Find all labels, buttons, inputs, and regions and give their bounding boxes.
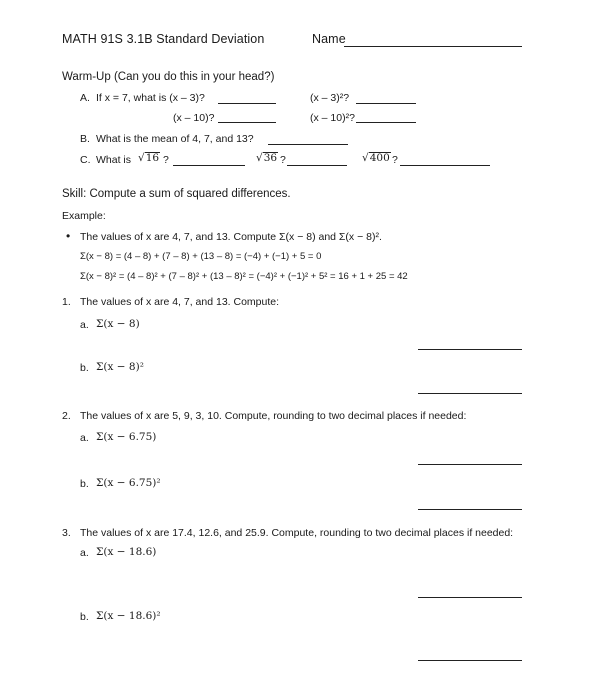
sqrt-400-radicand: 400 <box>369 152 390 164</box>
warmup-heading: Warm-Up (Can you do this in your head?) <box>62 71 275 83</box>
warmup-b-text: What is the mean of 4, 7, and 13? <box>96 133 254 145</box>
sqrt-16: √16 <box>138 152 160 164</box>
warmup-a-q2: (x – 3)²? <box>310 92 350 104</box>
problem-1b-label: b. <box>80 362 89 374</box>
warmup-a-q4: (x – 10)²? <box>310 112 355 124</box>
problem-1a-answer[interactable] <box>418 349 522 350</box>
problem-3b-answer[interactable] <box>418 660 522 661</box>
example-label: Example: <box>62 210 106 222</box>
name-field[interactable] <box>344 46 522 47</box>
warmup-a-answer-4[interactable] <box>356 122 416 123</box>
sqrt-400-qmark: ? <box>392 154 398 166</box>
problem-2b-expr: Σ(x − 6.75)² <box>96 477 161 489</box>
warmup-c-text: What is <box>96 154 132 166</box>
problem-1b-expr: Σ(x − 8)² <box>96 361 144 373</box>
example-intro: The values of x are 4, 7, and 13. Compute Σ(x − 8) and Σ(x − 8)². <box>80 231 382 243</box>
warmup-c-answer-2[interactable] <box>287 165 347 166</box>
problem-3a-expr: Σ(x − 18.6) <box>96 546 157 558</box>
warmup-a-label: A. <box>80 92 90 104</box>
warmup-c-answer-1[interactable] <box>173 165 245 166</box>
sqrt-36-radicand: 36 <box>263 152 278 164</box>
problem-2a-label: a. <box>80 432 89 444</box>
warmup-a-answer-3[interactable] <box>218 122 276 123</box>
problem-1a-expr: Σ(x − 8) <box>96 318 140 330</box>
sqrt-36-qmark: ? <box>280 154 286 166</box>
warmup-b-answer[interactable] <box>268 144 348 145</box>
sqrt-400: √400 <box>362 152 390 164</box>
sqrt-36: √36 <box>256 152 278 164</box>
course-title: MATH 91S 3.1B Standard Deviation <box>62 32 265 46</box>
sqrt-16-qmark: ? <box>163 154 169 166</box>
problem-3b-label: b. <box>80 611 89 623</box>
name-label: Name <box>312 32 346 46</box>
example-line-1: Σ(x − 8) = (4 – 8) + (7 – 8) + (13 – 8) = (−4) + (−1) + 5 = 0 <box>80 251 322 262</box>
bullet-icon: • <box>66 229 71 243</box>
problem-2a-expr: Σ(x − 6.75) <box>96 431 157 443</box>
warmup-a-answer-1[interactable] <box>218 103 276 104</box>
problem-2-text: The values of x are 5, 9, 3, 10. Compute, rounding to two decimal places if needed: <box>80 410 467 422</box>
warmup-b-label: B. <box>80 133 90 145</box>
problem-2b-label: b. <box>80 478 89 490</box>
warmup-c-answer-3[interactable] <box>400 165 490 166</box>
problem-1-number: 1. <box>62 296 71 308</box>
problem-1-text: The values of x are 4, 7, and 13. Compute: <box>80 296 280 308</box>
warmup-a-text: If x = 7, what is (x – 3)? <box>96 92 205 104</box>
warmup-a-q3: (x – 10)? <box>173 112 215 124</box>
sqrt-16-radicand: 16 <box>145 152 160 164</box>
problem-1b-answer[interactable] <box>418 393 522 394</box>
problem-3-text: The values of x are 17.4, 12.6, and 25.9. Compute, rounding to two decimal places if needed: <box>80 527 514 539</box>
problem-2b-answer[interactable] <box>418 509 522 510</box>
problem-3a-label: a. <box>80 547 89 559</box>
warmup-c-label: C. <box>80 154 91 166</box>
problem-2a-answer[interactable] <box>418 464 522 465</box>
skill-heading: Skill: Compute a sum of squared differences. <box>62 188 291 200</box>
problem-1a-label: a. <box>80 319 89 331</box>
example-line-2: Σ(x − 8)² = (4 – 8)² + (7 – 8)² + (13 – 8)² = (−4)² + (−1)² + 5² = 16 + 1 + 25 = 42 <box>80 271 408 282</box>
problem-3-number: 3. <box>62 527 71 539</box>
problem-3a-answer[interactable] <box>418 597 522 598</box>
problem-3b-expr: Σ(x − 18.6)² <box>96 610 161 622</box>
problem-2-number: 2. <box>62 410 71 422</box>
warmup-a-answer-2[interactable] <box>356 103 416 104</box>
